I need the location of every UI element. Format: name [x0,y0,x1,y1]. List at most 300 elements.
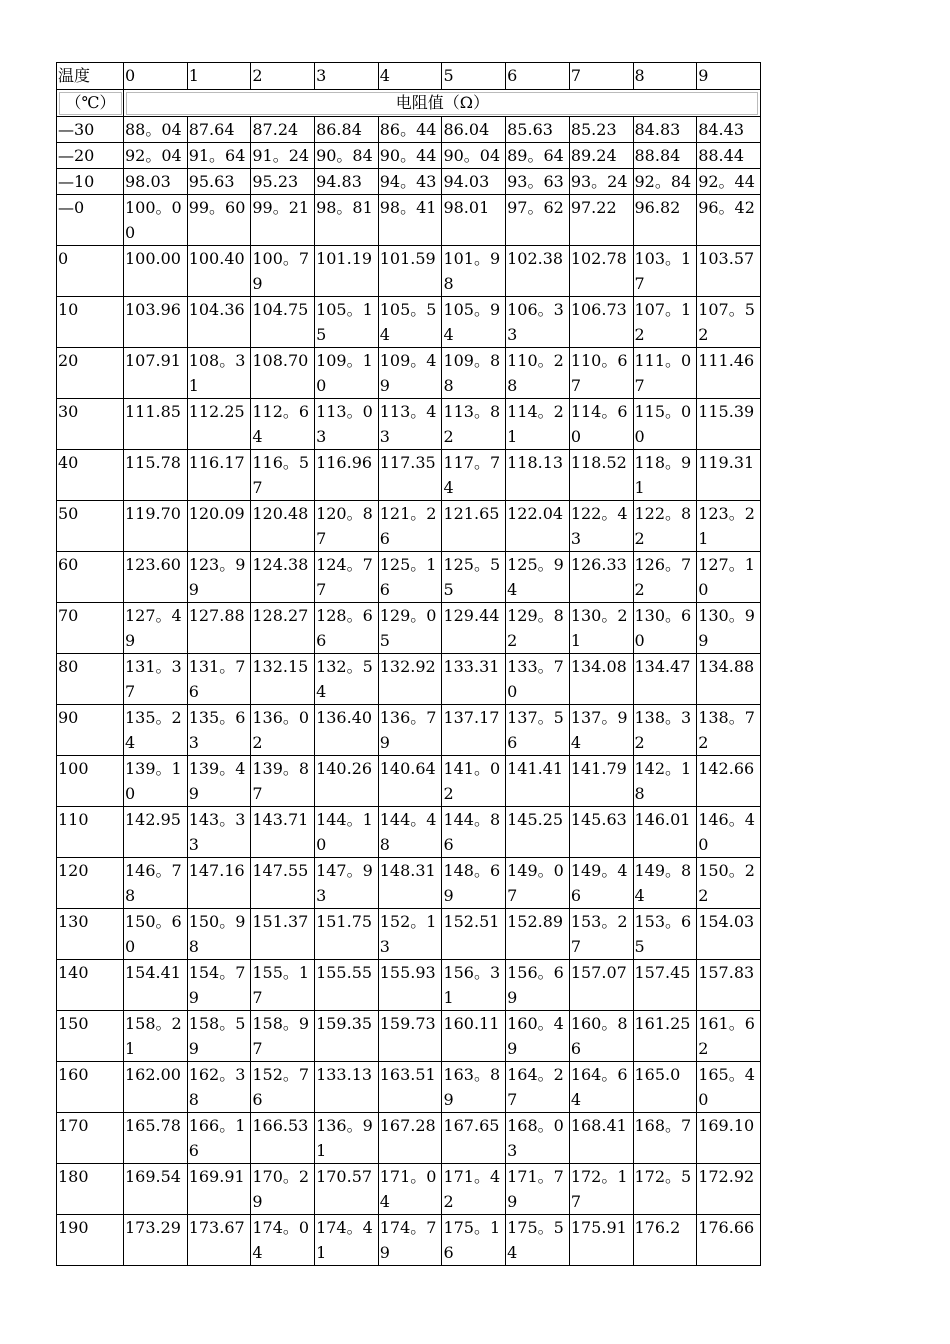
table-row [57,348,761,399]
temperature-cell: 20 [57,348,124,399]
temperature-cell: 130 [57,909,124,960]
resistance-cell: 174。41 [315,1215,379,1266]
resistance-cell: 160。86 [569,1011,633,1062]
resistance-cell: 122。82 [633,501,697,552]
table-row [57,756,761,807]
table-row [57,501,761,552]
resistance-cell: 126。72 [633,552,697,603]
temperature-cell: 80 [57,654,124,705]
resistance-cell: 134.08 [569,654,633,705]
resistance-cell: 143.71 [251,807,315,858]
resistance-cell: 171。42 [442,1164,506,1215]
resistance-cell: 158。97 [251,1011,315,1062]
resistance-cell: 91。64 [187,143,251,169]
resistance-cell: 161.25 [633,1011,697,1062]
column-header: 7 [569,63,633,90]
table-row [57,169,761,195]
resistance-cell: 139。87 [251,756,315,807]
resistance-cell: 132.92 [378,654,442,705]
resistance-cell: 175。54 [506,1215,570,1266]
resistance-cell: 87.24 [251,117,315,143]
resistance-cell: 147.16 [187,858,251,909]
resistance-cell: 118。91 [633,450,697,501]
resistance-cell: 172。17 [569,1164,633,1215]
resistance-cell: 97.22 [569,195,633,246]
column-header: 6 [506,63,570,90]
resistance-cell: 152。13 [378,909,442,960]
resistance-cell: 156。31 [442,960,506,1011]
resistance-cell: 134.47 [633,654,697,705]
resistance-cell: 137。56 [506,705,570,756]
resistance-cell: 128。66 [315,603,379,654]
table-row [57,297,761,348]
resistance-cell: 144。48 [378,807,442,858]
resistance-cell: 130。99 [697,603,761,654]
resistance-cell: 144。86 [442,807,506,858]
resistance-cell: 90。44 [378,143,442,169]
resistance-cell: 118.13 [506,450,570,501]
resistance-cell: 113。82 [442,399,506,450]
corner-label: 温度 [57,63,124,90]
resistance-cell: 136。91 [315,1113,379,1164]
resistance-cell: 123.60 [124,552,188,603]
resistance-cell: 130。21 [569,603,633,654]
resistance-cell: 106.73 [569,297,633,348]
column-header: 9 [697,63,761,90]
resistance-cell: 153。65 [633,909,697,960]
resistance-cell: 95.63 [187,169,251,195]
resistance-cell: 138。72 [697,705,761,756]
resistance-cell: 136。79 [378,705,442,756]
temperature-cell: 150 [57,1011,124,1062]
temperature-cell: 60 [57,552,124,603]
resistance-cell: 103.57 [697,246,761,297]
resistance-cell: 167.28 [378,1113,442,1164]
resistance-cell: 170.57 [315,1164,379,1215]
resistance-cell: 138。32 [633,705,697,756]
resistance-cell: 84.83 [633,117,697,143]
temperature-cell: 180 [57,1164,124,1215]
resistance-cell: 159.73 [378,1011,442,1062]
resistance-cell: 142.95 [124,807,188,858]
resistance-cell: 109。88 [442,348,506,399]
resistance-cell: 167.65 [442,1113,506,1164]
resistance-cell: 131。37 [124,654,188,705]
resistance-cell: 168.41 [569,1113,633,1164]
table-row [57,960,761,1011]
resistance-cell: 150。22 [697,858,761,909]
resistance-cell: 127.88 [187,603,251,654]
resistance-cell: 149。46 [569,858,633,909]
temperature-cell: 40 [57,450,124,501]
table-row [57,1062,761,1113]
resistance-cell: 139。49 [187,756,251,807]
resistance-cell: 136。02 [251,705,315,756]
resistance-cell: 91。24 [251,143,315,169]
resistance-cell: 129。82 [506,603,570,654]
table-row [57,603,761,654]
resistance-cell: 99。60 [187,195,251,246]
resistance-cell: 154.03 [697,909,761,960]
resistance-cell: 125。16 [378,552,442,603]
resistance-cell: 88.44 [697,143,761,169]
resistance-cell: 168。7 [633,1113,697,1164]
resistance-cell: 175。16 [442,1215,506,1266]
column-header: 3 [315,63,379,90]
resistance-cell: 105。94 [442,297,506,348]
temperature-cell: —0 [57,195,124,246]
resistance-cell: 116。57 [251,450,315,501]
resistance-cell: 141.41 [506,756,570,807]
resistance-cell: 158。21 [124,1011,188,1062]
resistance-cell: 145.25 [506,807,570,858]
resistance-cell: 98。41 [378,195,442,246]
resistance-cell: 162。38 [187,1062,251,1113]
resistance-cell: 127。10 [697,552,761,603]
resistance-cell: 122.04 [506,501,570,552]
resistance-cell: 119.31 [697,450,761,501]
table-row [57,1113,761,1164]
resistance-cell: 144。10 [315,807,379,858]
table-row [57,117,761,143]
resistance-cell: 160.11 [442,1011,506,1062]
temperature-cell: —30 [57,117,124,143]
resistance-cell: 95.23 [251,169,315,195]
column-header: 0 [124,63,188,90]
resistance-cell: 92。84 [633,169,697,195]
resistance-cell: 132。54 [315,654,379,705]
resistance-cell: 119.70 [124,501,188,552]
resistance-cell: 165.78 [124,1113,188,1164]
resistance-cell: 152.89 [506,909,570,960]
table-row [57,552,761,603]
resistance-cell: 140.26 [315,756,379,807]
resistance-cell: 129.44 [442,603,506,654]
resistance-cell: 173.67 [187,1215,251,1266]
resistance-cell: 90。04 [442,143,506,169]
resistance-cell: 118.52 [569,450,633,501]
column-header: 4 [378,63,442,90]
resistance-cell: 165。40 [697,1062,761,1113]
resistance-cell: 93。24 [569,169,633,195]
resistance-cell: 155.55 [315,960,379,1011]
temperature-cell: 170 [57,1113,124,1164]
resistance-cell: 151.75 [315,909,379,960]
resistance-cell: 146.01 [633,807,697,858]
resistance-cell: 88。04 [124,117,188,143]
resistance-cell: 97。62 [506,195,570,246]
resistance-cell: 122。43 [569,501,633,552]
resistance-cell: 100.00 [124,246,188,297]
resistance-cell: 157.07 [569,960,633,1011]
resistance-cell: 124.38 [251,552,315,603]
resistance-cell: 166.53 [251,1113,315,1164]
resistance-cell: 150。98 [187,909,251,960]
resistance-cell: 175.91 [569,1215,633,1266]
resistance-cell: 103。17 [633,246,697,297]
resistance-cell: 103.96 [124,297,188,348]
temperature-cell: 190 [57,1215,124,1266]
resistance-cell: 117。74 [442,450,506,501]
resistance-cell: 98.01 [442,195,506,246]
resistance-cell: 130。60 [633,603,697,654]
temperature-cell: 0 [57,246,124,297]
table-row [57,654,761,705]
resistance-cell: 120。87 [315,501,379,552]
resistance-cell: 112.25 [187,399,251,450]
resistance-cell: 123。99 [187,552,251,603]
resistance-cell: 169.10 [697,1113,761,1164]
temperature-cell: 10 [57,297,124,348]
resistance-cell: 149。84 [633,858,697,909]
resistance-cell: 85.63 [506,117,570,143]
resistance-cell: 100。79 [251,246,315,297]
table-row [57,399,761,450]
resistance-cell: 163。89 [442,1062,506,1113]
resistance-cell: 137。94 [569,705,633,756]
temperature-cell: 140 [57,960,124,1011]
resistance-cell: 159.35 [315,1011,379,1062]
resistance-cell: 127。49 [124,603,188,654]
resistance-cell: 92。04 [124,143,188,169]
resistance-cell: 164。27 [506,1062,570,1113]
resistance-cell: 131。76 [187,654,251,705]
resistance-cell: 168。03 [506,1113,570,1164]
resistance-cell: 116.96 [315,450,379,501]
column-header: 8 [633,63,697,90]
resistance-cell: 137.17 [442,705,506,756]
resistance-cell: 172.92 [697,1164,761,1215]
resistance-cell: 101.59 [378,246,442,297]
resistance-cell: 146。78 [124,858,188,909]
column-header: 5 [442,63,506,90]
temperature-cell: —10 [57,169,124,195]
temperature-cell: 50 [57,501,124,552]
resistance-cell: 135。63 [187,705,251,756]
resistance-cell: 169.54 [124,1164,188,1215]
resistance-cell: 107。52 [697,297,761,348]
resistance-cell: 108。31 [187,348,251,399]
table-body [57,63,761,1266]
temperature-cell: 100 [57,756,124,807]
resistance-cell: 89。64 [506,143,570,169]
resistance-cell: 93。63 [506,169,570,195]
resistance-cell: 120.48 [251,501,315,552]
resistance-cell: 107.91 [124,348,188,399]
resistance-cell: 113。43 [378,399,442,450]
resistance-cell: 171。04 [378,1164,442,1215]
resistance-span-label: 电阻值（Ω） [124,90,761,117]
resistance-cell: 155.93 [378,960,442,1011]
resistance-cell: 170。29 [251,1164,315,1215]
resistance-cell: 133.31 [442,654,506,705]
resistance-cell: 86.84 [315,117,379,143]
resistance-cell: 176.66 [697,1215,761,1266]
resistance-cell: 85.23 [569,117,633,143]
temperature-cell: 90 [57,705,124,756]
resistance-cell: 150。60 [124,909,188,960]
resistance-cell: 161。62 [697,1011,761,1062]
resistance-cell: 88.84 [633,143,697,169]
resistance-cell: 141.79 [569,756,633,807]
table-row [57,1215,761,1266]
resistance-cell: 111。07 [633,348,697,399]
resistance-cell: 102.38 [506,246,570,297]
resistance-cell: 169.91 [187,1164,251,1215]
resistance-cell: 148。69 [442,858,506,909]
resistance-cell: 125。55 [442,552,506,603]
resistance-cell: 84.43 [697,117,761,143]
resistance-cell: 125。94 [506,552,570,603]
resistance-cell: 121.65 [442,501,506,552]
resistance-cell: 132.15 [251,654,315,705]
resistance-cell: 115.39 [697,399,761,450]
temperature-cell: 30 [57,399,124,450]
resistance-cell: 113。03 [315,399,379,450]
resistance-cell: 152。76 [251,1062,315,1113]
resistance-cell: 115。00 [633,399,697,450]
resistance-cell: 115.78 [124,450,188,501]
table-row [57,1011,761,1062]
resistance-cell: 111.85 [124,399,188,450]
unit-label: （℃） [57,90,124,117]
resistance-cell: 124。77 [315,552,379,603]
resistance-cell: 100。00 [124,195,188,246]
resistance-cell: 114。21 [506,399,570,450]
resistance-cell: 107。12 [633,297,697,348]
temperature-cell: —20 [57,143,124,169]
resistance-cell: 87.64 [187,117,251,143]
resistance-cell: 94.83 [315,169,379,195]
resistance-cell: 133。70 [506,654,570,705]
table-row [57,143,761,169]
resistance-cell: 109。10 [315,348,379,399]
resistance-cell: 94.03 [442,169,506,195]
resistance-cell: 147.55 [251,858,315,909]
resistance-cell: 126.33 [569,552,633,603]
resistance-cell: 141。02 [442,756,506,807]
resistance-cell: 98。81 [315,195,379,246]
resistance-cell: 148.31 [378,858,442,909]
resistance-cell: 174。79 [378,1215,442,1266]
table-row [57,1164,761,1215]
resistance-cell: 157.83 [697,960,761,1011]
resistance-cell: 120.09 [187,501,251,552]
resistance-cell: 111.46 [697,348,761,399]
resistance-cell: 163.51 [378,1062,442,1113]
resistance-cell: 101.19 [315,246,379,297]
resistance-cell: 142。18 [633,756,697,807]
resistance-cell: 102.78 [569,246,633,297]
resistance-table [56,62,761,1266]
resistance-cell: 174。04 [251,1215,315,1266]
resistance-cell: 164。64 [569,1062,633,1113]
resistance-cell: 154。79 [187,960,251,1011]
resistance-cell: 158。59 [187,1011,251,1062]
resistance-cell: 155。17 [251,960,315,1011]
resistance-cell: 176.2 [633,1215,697,1266]
resistance-cell: 96。42 [697,195,761,246]
column-header: 2 [251,63,315,90]
resistance-cell: 96.82 [633,195,697,246]
resistance-cell: 110。67 [569,348,633,399]
resistance-cell: 134.88 [697,654,761,705]
column-header: 1 [187,63,251,90]
resistance-cell: 173.29 [124,1215,188,1266]
resistance-cell: 171。79 [506,1164,570,1215]
resistance-cell: 151.37 [251,909,315,960]
resistance-cell: 121。26 [378,501,442,552]
header-row [57,63,761,90]
resistance-cell: 86.04 [442,117,506,143]
resistance-cell: 165.0 [633,1062,697,1113]
resistance-cell: 94。43 [378,169,442,195]
resistance-cell: 136.40 [315,705,379,756]
resistance-cell: 143。33 [187,807,251,858]
table-row [57,195,761,246]
resistance-cell: 140.64 [378,756,442,807]
resistance-cell: 154.41 [124,960,188,1011]
resistance-cell: 98.03 [124,169,188,195]
resistance-cell: 133.13 [315,1062,379,1113]
table-row [57,450,761,501]
table-row [57,807,761,858]
resistance-cell: 110。28 [506,348,570,399]
resistance-cell: 114。60 [569,399,633,450]
resistance-cell: 90。84 [315,143,379,169]
resistance-cell: 108.70 [251,348,315,399]
resistance-cell: 162.00 [124,1062,188,1113]
resistance-cell: 112。64 [251,399,315,450]
table-row [57,858,761,909]
resistance-cell: 105。54 [378,297,442,348]
resistance-cell: 104.36 [187,297,251,348]
table-row [57,909,761,960]
resistance-cell: 145.63 [569,807,633,858]
temperature-cell: 160 [57,1062,124,1113]
resistance-cell: 157.45 [633,960,697,1011]
resistance-cell: 147。93 [315,858,379,909]
table-row [57,246,761,297]
resistance-cell: 99。21 [251,195,315,246]
resistance-cell: 86。44 [378,117,442,143]
resistance-cell: 106。33 [506,297,570,348]
resistance-cell: 160。49 [506,1011,570,1062]
resistance-cell: 166。16 [187,1113,251,1164]
resistance-cell: 172。5 [633,1164,697,1215]
resistance-cell: 117.35 [378,450,442,501]
resistance-cell: 104.75 [251,297,315,348]
resistance-cell: 101。98 [442,246,506,297]
resistance-cell: 156。69 [506,960,570,1011]
resistance-cell: 89.24 [569,143,633,169]
resistance-cell: 146。40 [697,807,761,858]
resistance-cell: 105。15 [315,297,379,348]
unit-row [57,90,761,117]
resistance-cell: 129。05 [378,603,442,654]
resistance-cell: 128.27 [251,603,315,654]
resistance-cell: 135。24 [124,705,188,756]
resistance-cell: 149。07 [506,858,570,909]
temperature-cell: 70 [57,603,124,654]
resistance-cell: 142.66 [697,756,761,807]
resistance-cell: 92。44 [697,169,761,195]
resistance-cell: 116.17 [187,450,251,501]
temperature-cell: 110 [57,807,124,858]
resistance-cell: 153。27 [569,909,633,960]
resistance-cell: 109。49 [378,348,442,399]
resistance-cell: 139。10 [124,756,188,807]
